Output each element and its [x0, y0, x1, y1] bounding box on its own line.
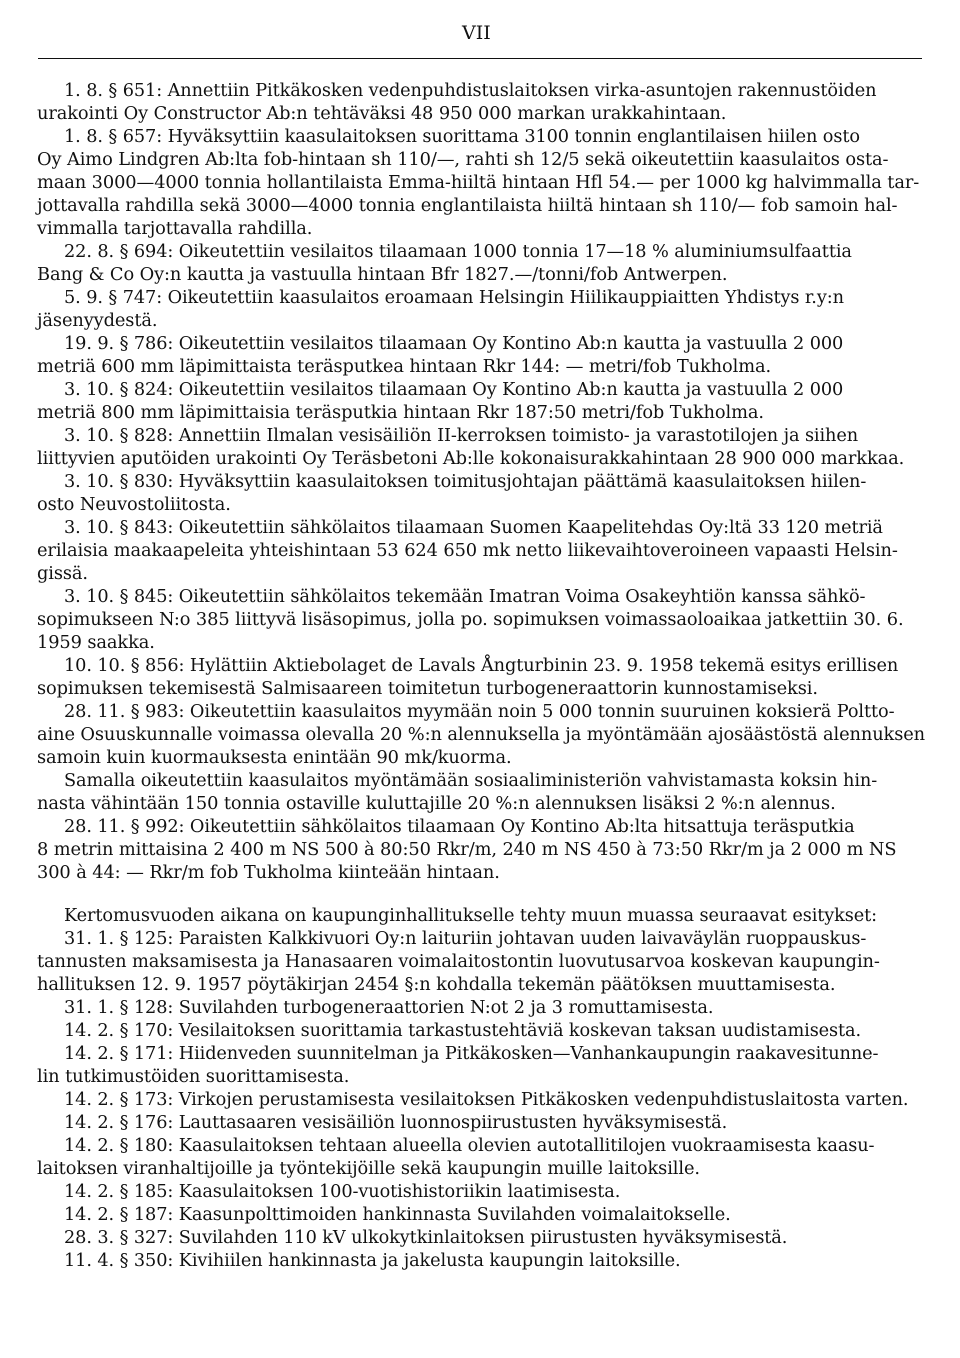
text-line: 14. 2. § 173: Virkojen perustamisesta vesilaitoksen Pitkäkosken vedenpuhdistuslaitosta varten.: [64, 1089, 909, 1110]
text-line: 14. 2. § 170: Vesilaitoksen suorittamia tarkastustehtäviä koskevan taksan uudistamisesta.: [64, 1020, 862, 1041]
text-line: 3. 10. § 843: Oikeutettiin sähkölaitos tilaamaan Suomen Kaapelitehdas Oy:ltä 33 120 metriä: [64, 517, 883, 538]
text-line: 31. 1. § 125: Paraisten Kalkkivuori Oy:n laituriin johtavan uuden laivaväylän ruoppauskus-: [64, 928, 867, 949]
section-intro: Kertomusvuoden aikana on kaupunginhallitukselle tehty muun muassa seuraavat esitykset:: [64, 905, 878, 926]
text-line: vimmalla tarjottavalla rahdilla.: [37, 218, 313, 239]
text-line: 19. 9. § 786: Oikeutettiin vesilaitos tilaamaan Oy Kontino Ab:n kautta ja vastuulla 2 000: [64, 333, 844, 354]
text-line: nasta vähintään 150 tonnia ostaville kuluttajille 20 %:n alennuksen lisäksi 2 %:n alennus.: [37, 793, 836, 814]
text-line: 3. 10. § 828: Annettiin Ilmalan vesisäiliön II-kerroksen toimisto- ja varastotilojen ja siihen: [64, 425, 859, 446]
text-line: sopimuksen tekemisestä Salmisaareen toimitetun turbogeneraattorin kunnostamiseksi.: [37, 678, 818, 699]
text-line: 14. 2. § 185: Kaasulaitoksen 100-vuotishistoriikin laatimisesta.: [64, 1181, 621, 1202]
text-line: 3. 10. § 845: Oikeutettiin sähkölaitos tekemään Imatran Voima Osakeyhtiön kanssa sähkö-: [64, 586, 866, 607]
text-line: gissä.: [37, 563, 88, 584]
text-line: Samalla oikeutettiin kaasulaitos myöntämään sosiaaliministeriön vahvistamasta koksin hin-: [64, 770, 878, 791]
text-line: metriä 600 mm läpimittaista teräsputkea hintaan Rkr 144: — metri/fob Tukholma.: [37, 356, 772, 377]
text-line: 28. 11. § 983: Oikeutettiin kaasulaitos myymään noin 5 000 tonnin suuruinen koksierä Poltto-: [64, 701, 895, 722]
text-line: 28. 3. § 327: Suvilahden 110 kV ulkokytkinlaitoksen piirustusten hyväksymisestä.: [64, 1227, 788, 1248]
page-number: VII: [462, 22, 491, 44]
text-line: laitoksen viranhaltijoille ja työntekijöille sekä kaupungin muille laitoksille.: [37, 1158, 700, 1179]
text-line: 5. 9. § 747: Oikeutettiin kaasulaitos eroamaan Helsingin Hiilikauppiaitten Yhdistys r.y:n: [64, 287, 844, 308]
text-line: 11. 4. § 350: Kivihiilen hankinnasta ja jakelusta kaupungin laitoksille.: [64, 1250, 681, 1271]
text-line: 3. 10. § 824: Oikeutettiin vesilaitos tilaamaan Oy Kontino Ab:n kautta ja vastuulla 2 000: [64, 379, 844, 400]
text-line: 14. 2. § 171: Hiidenveden suunnitelman ja Pitkäkosken—Vanhankaupungin raakavesitunne-: [64, 1043, 879, 1064]
text-line: 28. 11. § 992: Oikeutettiin sähkölaitos tilaamaan Oy Kontino Ab:lta hitsattuja teräsputkia: [64, 816, 855, 837]
text-line: 14. 2. § 176: Lauttasaaren vesisäiliön luonnospiirustusten hyväksymisestä.: [64, 1112, 728, 1133]
text-line: 1. 8. § 657: Hyväksyttiin kaasulaitoksen suorittama 3100 tonnin englantilaisen hiilen osto: [64, 126, 860, 147]
text-line: urakointi Oy Constructor Ab:n tehtäväksi 48 950 000 markan urakkahintaan.: [37, 103, 727, 124]
text-line: aine Osuuskunnalle voimassa olevalla 20 %:n alennuksella ja myöntämään ajosäästöstä alennuksen: [37, 724, 926, 745]
text-line: Bang & Co Oy:n kautta ja vastuulla hintaan Bfr 1827.—/tonni/fob Antwerpen.: [37, 264, 728, 285]
text-line: lin tutkimustöiden suorittamisesta.: [37, 1066, 350, 1087]
text-line: jottavalla rahdilla sekä 3000—4000 tonnia englantilaista hiiltä hintaan sh 110/— fob samoin hal-: [37, 195, 898, 216]
text-line: 14. 2. § 180: Kaasulaitoksen tehtaan alueella olevien autotallitilojen vuokraamisesta kaasu-: [64, 1135, 875, 1156]
text-line: 14. 2. § 187: Kaasunpolttimoiden hankinnasta Suvilahden voimalaitokselle.: [64, 1204, 731, 1225]
text-line: 8 metrin mittaisina 2 400 m NS 500 à 80:50 Rkr/m, 240 m NS 450 à 73:50 Rkr/m ja 2 000 m NS: [37, 839, 897, 860]
text-line: maan 3000—4000 tonnia hollantilaista Emma-hiiltä hintaan Hfl 54.— per 1000 kg halvimmalla tar-: [37, 172, 920, 193]
header-rule: [38, 58, 922, 59]
text-line: 1959 saakka.: [37, 632, 155, 653]
text-line: 3. 10. § 830: Hyväksyttiin kaasulaitoksen toimitusjohtajan päättämä kaasulaitoksen hiilen-: [64, 471, 867, 492]
text-line: jäsenyydestä.: [37, 310, 158, 331]
text-line: liittyvien aputöiden urakointi Oy Teräsbetoni Ab:lle kokonaisurakkahintaan 28 900 000 markkaa.: [37, 448, 905, 469]
text-line: sopimukseen N:o 385 liittyvä lisäsopimus, jolla po. sopimuksen voimassaoloaikaa jatkettiin 30. 6.: [37, 609, 904, 630]
text-line: hallituksen 12. 9. 1957 pöytäkirjan 2454 §:n kohdalla tekemän päätöksen muuttamisesta.: [37, 974, 836, 995]
text-line: 300 à 44: — Rkr/m fob Tukholma kiinteään hintaan.: [37, 862, 500, 883]
text-line: 31. 1. § 128: Suvilahden turbogeneraattorien N:ot 2 ja 3 romuttamisesta.: [64, 997, 714, 1018]
text-line: 10. 10. § 856: Hylättiin Aktiebolaget de Lavals Ångturbinin 23. 9. 1958 tekemä esitys erillisen: [64, 655, 899, 676]
text-line: metriä 800 mm läpimittaisia teräsputkia hintaan Rkr 187:50 metri/fob Tukholma.: [37, 402, 764, 423]
text-line: 1. 8. § 651: Annettiin Pitkäkosken vedenpuhdistuslaitoksen virka-asuntojen rakennustöiden: [64, 80, 877, 101]
text-line: tannusten maksamisesta ja Hanasaaren voimalaitostontin luovutusarvoa koskevan kaupungin-: [37, 951, 880, 972]
text-line: Oy Aimo Lindgren Ab:lta fob-hintaan sh 110/—, rahti sh 12/5 sekä oikeutettiin kaasulaitos osta-: [37, 149, 889, 170]
text-line: osto Neuvostoliitosta.: [37, 494, 231, 515]
text-line: samoin kuin kuormauksesta enintään 90 mk/kuorma.: [37, 747, 512, 768]
text-line: erilaisia maakaapeleita yhteishintaan 53 624 650 mk netto liikevaihtoveroineen vapaasti Helsin-: [37, 540, 898, 561]
text-line: 22. 8. § 694: Oikeutettiin vesilaitos tilaamaan 1000 tonnia 17—18 % aluminiumsulfaattia: [64, 241, 852, 262]
